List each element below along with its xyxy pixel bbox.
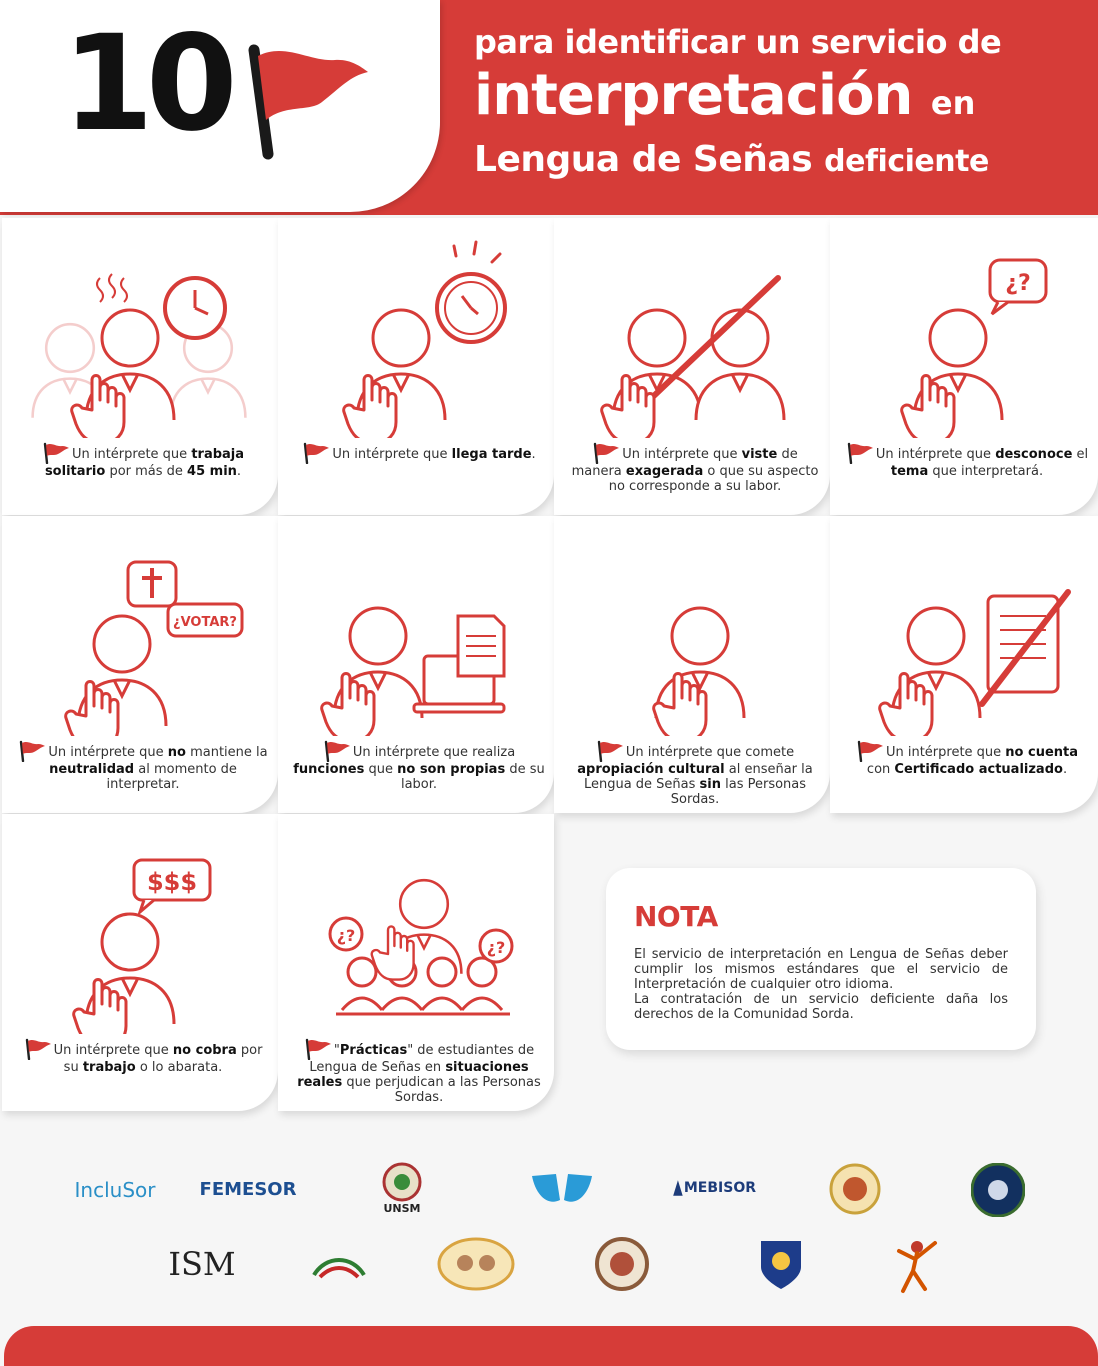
logo-seal-brown	[594, 1236, 650, 1292]
card-caption: Un intérprete que no cobra por su trabajo o lo abarata.	[16, 1038, 270, 1075]
card-caption: Un intérprete que comete apropiación cultural al enseñar la Lengua de Señas sin las Personas Sordas.	[568, 740, 822, 807]
card-apropiacion	[554, 516, 830, 813]
card-practicas	[278, 814, 554, 1111]
card-neutralidad	[2, 516, 278, 813]
card-funciones	[278, 516, 554, 813]
logo-children	[436, 1236, 516, 1292]
interpreter-icon	[582, 536, 802, 736]
card-caption: Un intérprete que desconoce el tema que interpretará.	[844, 442, 1090, 479]
footer-bar	[4, 1326, 1098, 1366]
dancer-figure-icon	[895, 1237, 939, 1295]
logo-ism: ISM	[168, 1245, 236, 1283]
logo-seal-blue	[970, 1162, 1026, 1218]
card-llega-tarde	[278, 218, 554, 515]
logo-seal-gold	[828, 1162, 882, 1216]
question-interpreter-icon	[858, 238, 1078, 438]
money-interpreter-icon	[30, 834, 250, 1034]
blue-seal-icon	[971, 1163, 1025, 1217]
nota-paragraph-2: La contratación de un servicio deficiente daña los derechos de la Comunidad Sorda.	[634, 992, 1008, 1022]
logo-mebisor: MEBISOR	[672, 1166, 756, 1210]
card-caption: "Prácticas" de estudiantes de Lengua de Señas en situaciones reales que perjudican a las Personas Sordas.	[292, 1038, 546, 1105]
late-interpreter-clock-icon	[306, 238, 526, 438]
nota-box	[606, 868, 1036, 1050]
gold-seal-icon	[829, 1163, 881, 1215]
card-certificado	[830, 516, 1098, 813]
svg-text:¿?: ¿?	[486, 938, 506, 957]
nota-title: NOTA	[634, 900, 718, 933]
svg-text:¿?: ¿?	[1005, 271, 1031, 296]
crossed-out-dress-icon	[582, 238, 802, 438]
header-title	[474, 20, 1074, 187]
shield-icon	[757, 1237, 805, 1291]
logo-shield	[756, 1236, 806, 1292]
header-number-panel	[0, 0, 440, 212]
card-caption: Un intérprete que viste de manera exagerada o que su aspecto no corresponde a su labor.	[568, 442, 822, 494]
svg-text:¿VOTAR?: ¿VOTAR?	[173, 615, 237, 630]
card-no-cobra	[2, 814, 278, 1111]
sponsor-logos	[0, 1150, 1098, 1310]
card-caption: Un intérprete que realiza funciones que no son propias de su labor.	[292, 740, 546, 792]
students-audience-icon	[306, 834, 526, 1034]
children-emblem-icon	[437, 1237, 515, 1291]
title-line-1: para identificar un servicio de	[474, 23, 1002, 61]
card-desconoce-tema	[830, 218, 1098, 515]
federation-emblem-icon	[306, 1245, 372, 1285]
card-caption: Un intérprete que llega tarde.	[292, 442, 546, 464]
card-viste-exagerada	[554, 218, 830, 515]
card-caption: Un intérprete que trabaja solitario por más de 45 min.	[16, 442, 270, 479]
logo-femesor: FEMESOR	[199, 1178, 297, 1200]
mebisor-emblem-icon	[672, 1173, 684, 1203]
crossed-certificate-icon	[858, 536, 1078, 736]
card-trabaja-solitario	[2, 218, 278, 515]
red-flag-icon	[592, 442, 620, 464]
brown-seal-icon	[595, 1237, 649, 1291]
red-flag-icon	[846, 442, 874, 464]
svg-text:¿?: ¿?	[336, 926, 356, 945]
svg-text:$$$: $$$	[146, 868, 198, 896]
red-flag-icon	[856, 740, 884, 762]
title-line-2: interpretación en	[474, 63, 976, 128]
nota-paragraph-1: El servicio de interpretación en Lengua de Señas deber cumplir los mismos estándares que el servicio de Interpretación de cualquier otro idioma.	[634, 947, 1008, 992]
red-flag-icon	[302, 442, 330, 464]
logo-inclusor: IncluSor	[74, 1178, 156, 1202]
red-flag-icon	[596, 740, 624, 762]
hands-icon	[526, 1166, 598, 1210]
red-flag-icon	[240, 42, 380, 162]
tired-interpreter-clock-icon	[30, 238, 250, 438]
unsm-emblem-icon	[379, 1162, 425, 1202]
card-caption: Un intérprete que no cuenta con Certificado actualizado.	[844, 740, 1090, 777]
logo-dancer	[894, 1236, 940, 1296]
logo-unsm: UNSM	[374, 1160, 430, 1216]
red-flag-icon	[18, 740, 46, 762]
vote-religion-icon	[30, 536, 250, 736]
red-flag-icon	[42, 442, 70, 464]
title-line-3: Lengua de Señas deficiente	[474, 139, 989, 180]
red-flag-icon	[24, 1038, 52, 1060]
logo-federacion	[304, 1242, 374, 1288]
logo-hands	[524, 1164, 600, 1212]
red-flag-icon	[323, 740, 351, 762]
header-number: 10	[62, 7, 230, 161]
card-caption: Un intérprete que no mantiene la neutralidad al momento de interpretar.	[16, 740, 270, 792]
red-flag-icon	[304, 1038, 332, 1060]
laptop-document-icon	[306, 536, 526, 736]
